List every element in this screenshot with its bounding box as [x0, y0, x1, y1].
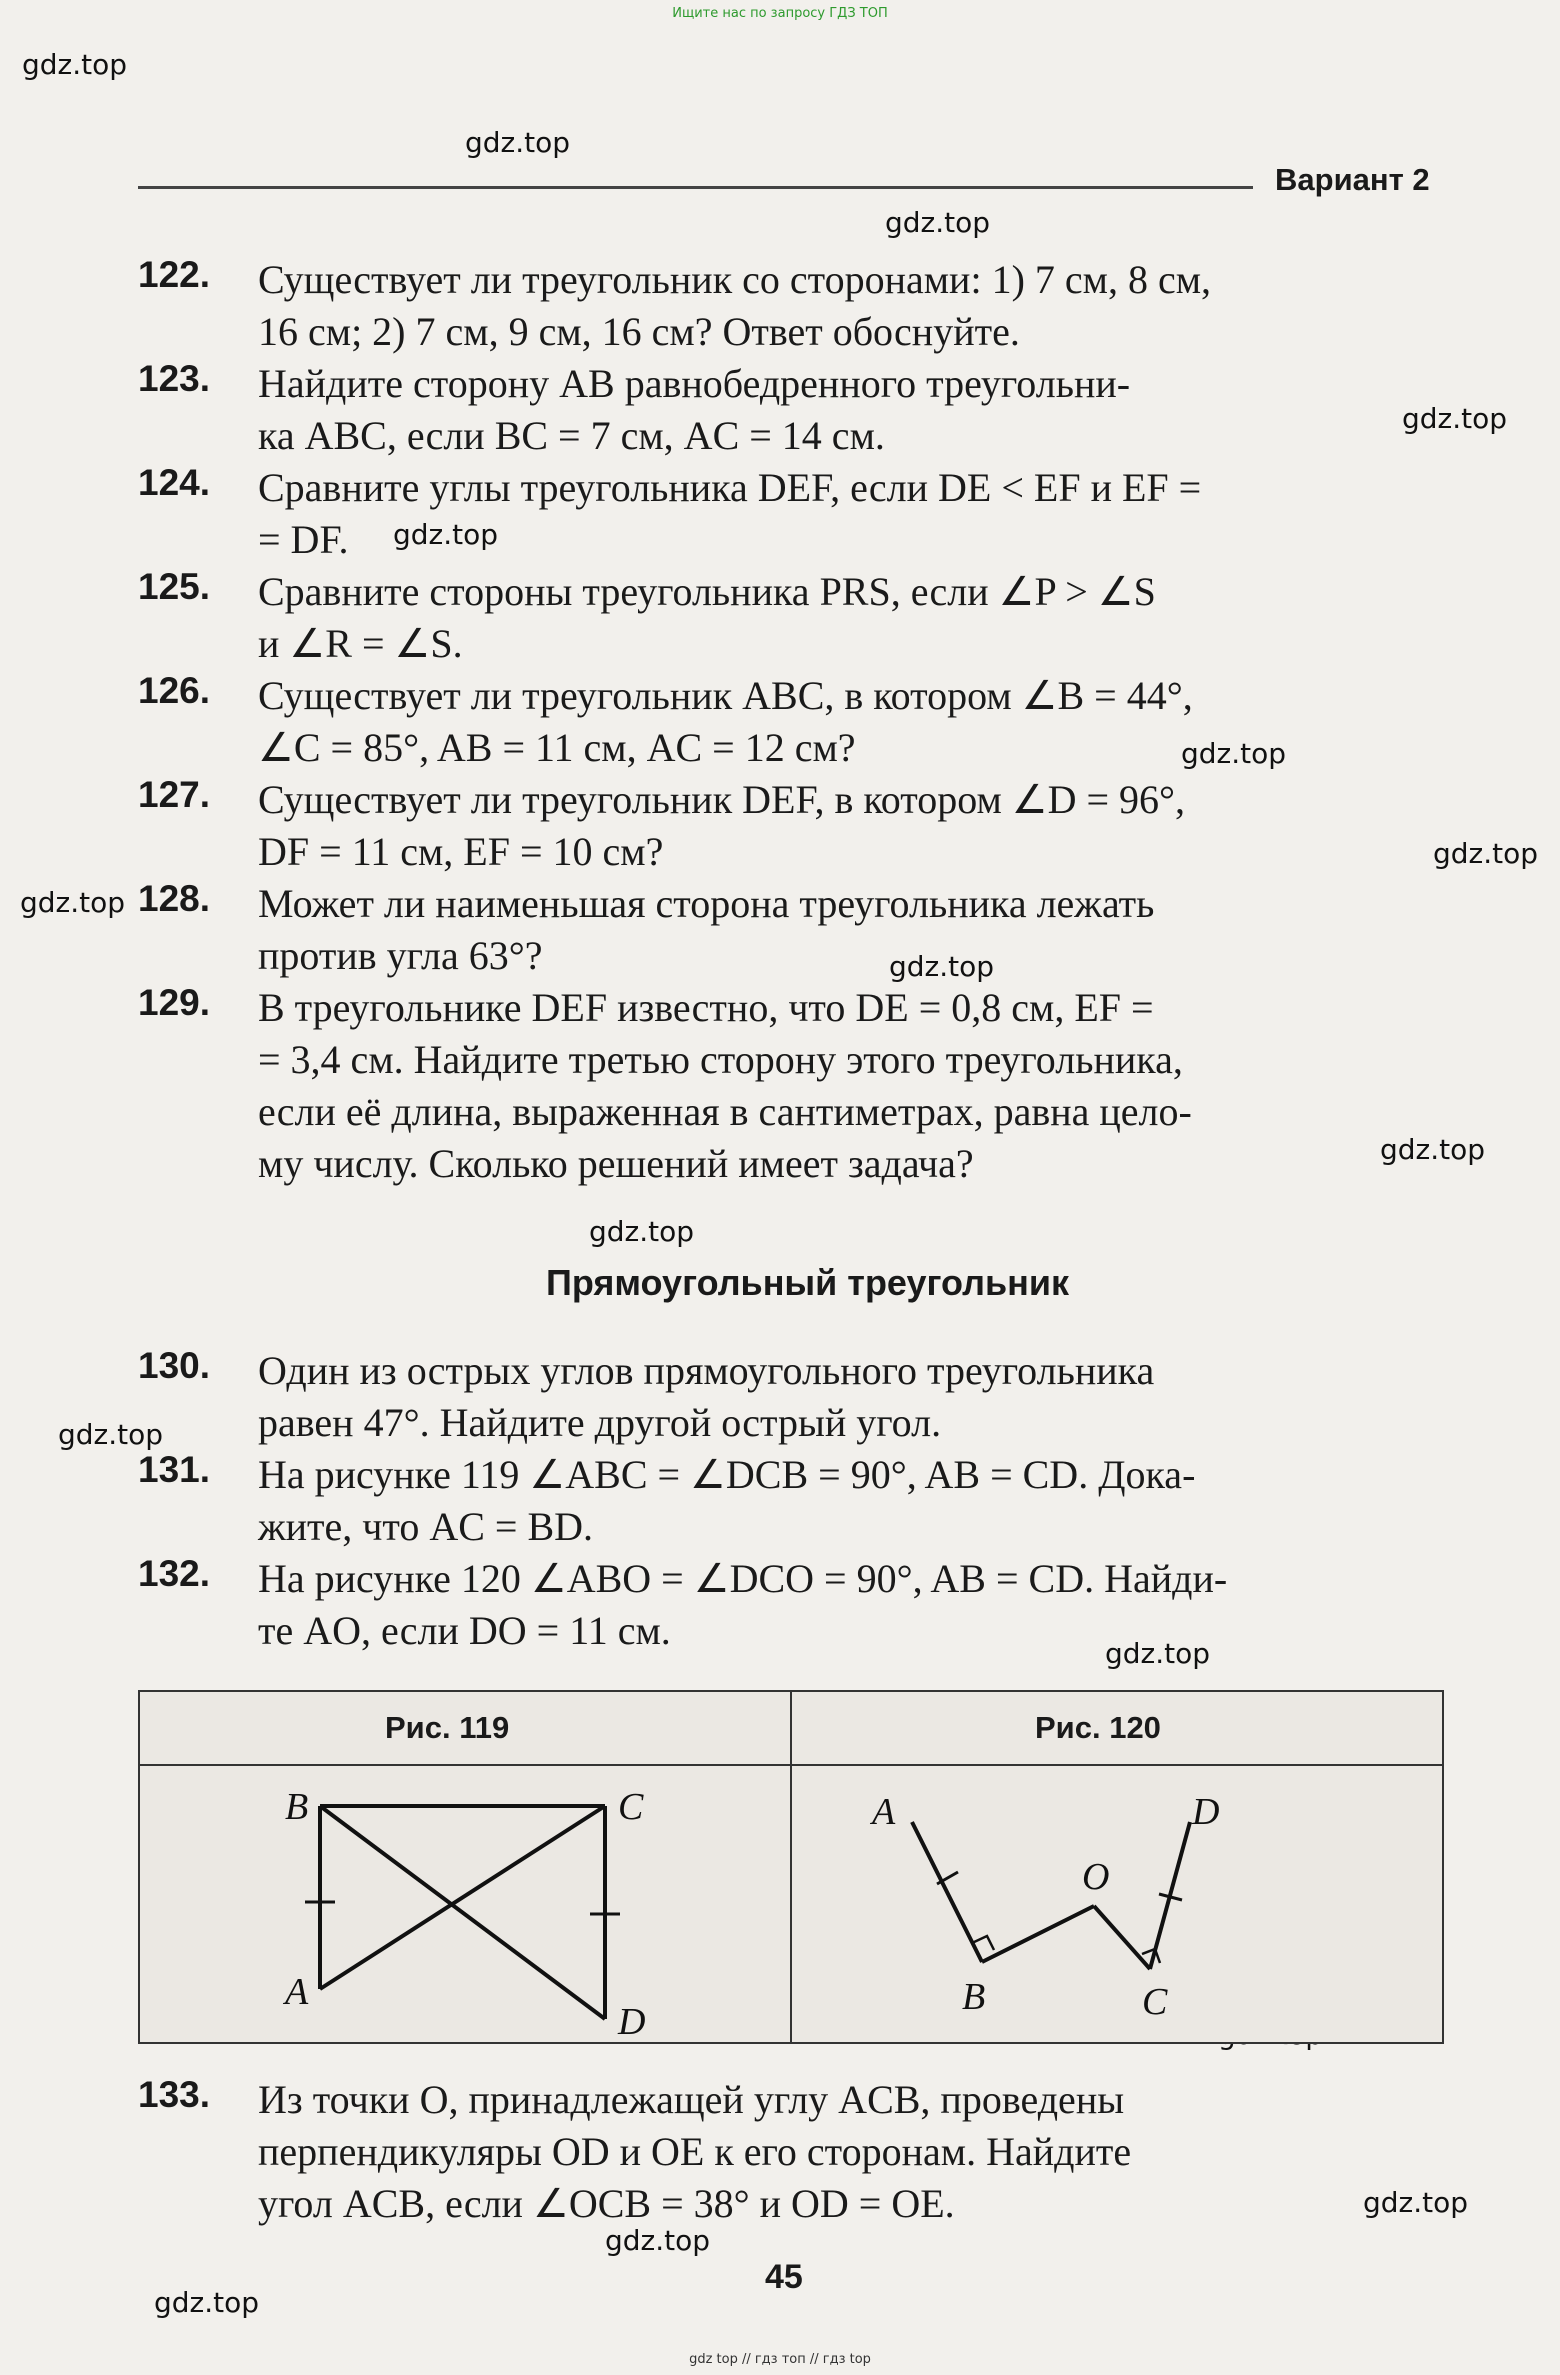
- variant-label: Вариант 2: [1275, 162, 1430, 197]
- figure-119-diagram: [140, 1764, 790, 2040]
- watermark: gdz.top: [1105, 1637, 1211, 1670]
- page-number: 45: [765, 2258, 803, 2296]
- figure-table: [138, 1690, 1444, 2044]
- problem-text-line: ка ABC, если BC = 7 см, AC = 14 см.: [258, 413, 885, 458]
- fig120-label-a: A: [872, 1791, 896, 1833]
- fig119-label-d: D: [618, 2001, 646, 2040]
- problem-number: 125.: [138, 566, 211, 607]
- problem-text-line: Может ли наименьшая сторона треугольника лежать: [258, 881, 1155, 926]
- watermark: gdz.top: [889, 950, 995, 983]
- problem-number: 133.: [138, 2074, 211, 2115]
- watermark: gdz.top: [1402, 402, 1508, 435]
- problem-text-line: Сравните углы треугольника DEF, если DE < EF и EF =: [258, 465, 1202, 510]
- watermark: gdz.top: [22, 48, 128, 81]
- problem-number: 122.: [138, 254, 211, 295]
- fig120-segment-bo: [982, 1906, 1094, 1962]
- problem-number: 124.: [138, 462, 211, 503]
- watermark: gdz.top: [465, 126, 571, 159]
- watermark: gdz.top: [154, 2286, 260, 2319]
- problem-130: [138, 1345, 1438, 1449]
- figure-119-caption: Рис. 119: [385, 1710, 510, 1745]
- problem-text-line: 16 см; 2) 7 см, 9 см, 16 см? Ответ обоснуйте.: [258, 309, 1020, 354]
- watermark: gdz.top: [1380, 1133, 1486, 1166]
- problem-text-line: Найдите сторону AB равнобедренного треугольни-: [258, 361, 1131, 406]
- watermark: gdz.top: [1181, 737, 1287, 770]
- footer-note: gdz top // гдз топ // гдз top: [689, 2352, 871, 2367]
- problem-text-line: Существует ли треугольник со сторонами: 1) 7 см, 8 см,: [258, 257, 1212, 302]
- problem-number: 123.: [138, 358, 211, 399]
- problem-text-line: В треугольнике DEF известно, что DE = 0,8 см, EF =: [258, 985, 1154, 1030]
- watermark: gdz.top: [885, 206, 991, 239]
- fig120-segment-oc: [1094, 1906, 1150, 1969]
- problem-text-line: и ∠R = ∠S.: [258, 621, 463, 666]
- fig119-label-c: C: [618, 1786, 644, 1828]
- fig119-segment-bd: [320, 1806, 605, 2019]
- problem-text-line: ∠C = 85°, AB = 11 см, AC = 12 см?: [258, 725, 856, 770]
- problem-text-line: те AO, если DO = 11 см.: [258, 1608, 671, 1653]
- problem-text-line: перпендикуляры OD и OE к его сторонам. Найдите: [258, 2129, 1132, 2174]
- fig120-label-b: B: [962, 1976, 986, 2018]
- problem-text-line: На рисунке 119 ∠ABC = ∠DCB = 90°, AB = CD. Дока-: [258, 1452, 1196, 1497]
- problem-128: [138, 878, 1438, 982]
- problem-123: [138, 358, 1438, 462]
- watermark: gdz.top: [589, 1215, 695, 1248]
- problem-text-line: равен 47°. Найдите другой острый угол.: [258, 1400, 942, 1445]
- figure-120-caption: Рис. 120: [1035, 1710, 1161, 1745]
- problem-text-line: угол ACB, если ∠OCB = 38° и OD = OE.: [258, 2181, 955, 2226]
- top-note: Ищите нас по запросу ГДЗ ТОП: [672, 6, 888, 21]
- problem-text-line: Один из острых углов прямоугольного треугольника: [258, 1348, 1155, 1393]
- problem-number: 132.: [138, 1553, 211, 1594]
- problem-text-line: Сравните стороны треугольника PRS, если ∠P > ∠S: [258, 569, 1156, 614]
- problem-text-line: Существует ли треугольник DEF, в котором ∠D = 96°,: [258, 777, 1186, 822]
- fig120-label-d: D: [1192, 1791, 1220, 1833]
- problem-133: [138, 2074, 1438, 2230]
- problem-129: [138, 982, 1438, 1190]
- problem-text-line: = 3,4 см. Найдите третью сторону этого треугольника,: [258, 1037, 1183, 1082]
- problem-text-line: Из точки O, принадлежащей углу ACB, проведены: [258, 2077, 1125, 2122]
- section-title: Прямоугольный треугольник: [545, 1262, 1070, 1303]
- problem-125: [138, 566, 1438, 670]
- figure-120-diagram: [792, 1764, 1442, 2040]
- problem-text-line: против угла 63°?: [258, 933, 543, 978]
- problem-text-line: DF = 11 см, EF = 10 см?: [258, 829, 664, 874]
- problem-number: 126.: [138, 670, 211, 711]
- problem-132: [138, 1553, 1438, 1657]
- watermark: gdz.top: [605, 2224, 711, 2257]
- header-rule: [138, 186, 1253, 189]
- watermark: gdz.top: [393, 518, 499, 551]
- watermark: gdz.top: [58, 1418, 164, 1451]
- problem-text-line: му числу. Сколько решений имеет задача?: [258, 1141, 974, 1186]
- watermark: gdz.top: [1433, 837, 1539, 870]
- problem-number: 130.: [138, 1345, 211, 1386]
- problem-124: [138, 462, 1438, 566]
- problem-122: [138, 254, 1438, 358]
- fig120-label-c: C: [1142, 1981, 1168, 2023]
- problem-text-line: Существует ли треугольник ABC, в котором ∠B = 44°,: [258, 673, 1193, 718]
- problem-number: 127.: [138, 774, 211, 815]
- fig119-label-b: B: [285, 1786, 309, 1828]
- problem-number: 129.: [138, 982, 211, 1023]
- problem-text-line: = DF.: [258, 517, 349, 562]
- fig120-label-o: O: [1082, 1856, 1110, 1898]
- problem-number: 131.: [138, 1449, 211, 1490]
- fig119-label-a: A: [285, 1971, 309, 2013]
- problem-text-line: если её длина, выраженная в сантиметрах, равна цело-: [258, 1089, 1192, 1134]
- fig119-segment-ac: [320, 1806, 605, 1989]
- problem-131: [138, 1449, 1438, 1553]
- problem-text-line: На рисунке 120 ∠ABO = ∠DCO = 90°, AB = CD. Найди-: [258, 1556, 1228, 1601]
- problem-text-line: жите, что AC = BD.: [258, 1504, 594, 1549]
- watermark: gdz.top: [20, 886, 126, 919]
- problem-127: [138, 774, 1438, 878]
- problem-number: 128.: [138, 878, 211, 919]
- fig120-segment-ab: [912, 1822, 982, 1962]
- watermark: gdz.top: [1363, 2186, 1469, 2219]
- problem-126: [138, 670, 1438, 774]
